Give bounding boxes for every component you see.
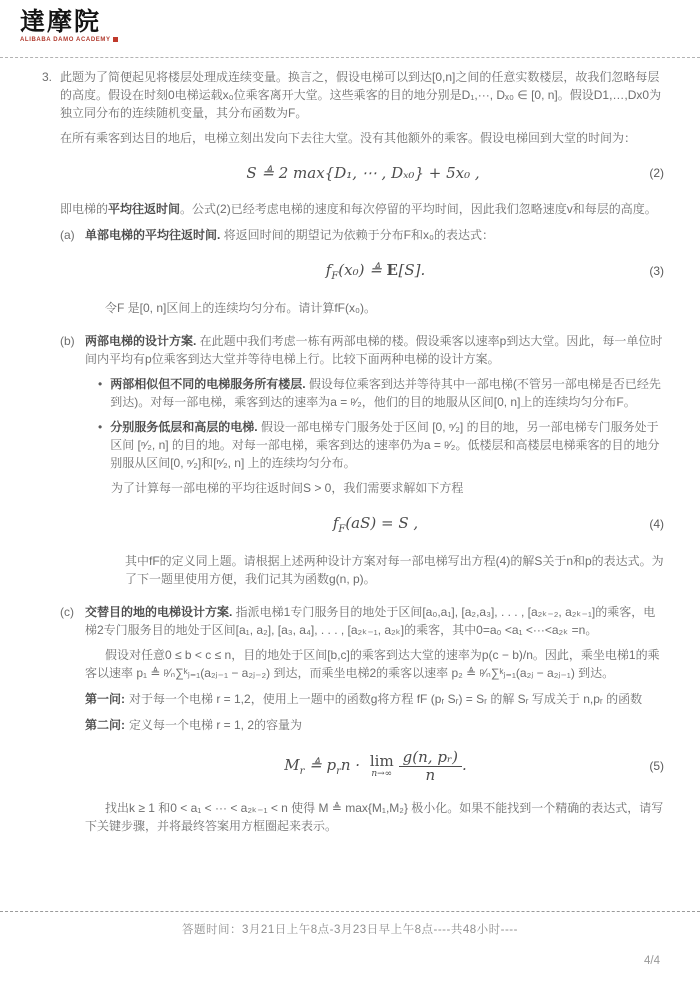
equation-2 xyxy=(60,162,666,185)
part-a-text: 将返回时间的期望记为依赖于分布F和x₀的表达式： xyxy=(220,227,494,242)
part-b-followup: 其中fF的定义同上题。请根据上述两种设计方案对每一部电梯写出方程(4)的解S关于n和p的表达式。为了下一题里使用方便，我们记其为函数g(n, p)。 xyxy=(125,553,664,586)
damo-academy-logo xyxy=(20,8,118,43)
equation-2-body: S ≜ 2 max{D₁, ⋯ , Dₓ₀} + 5x₀ , xyxy=(246,164,480,182)
equation-3 xyxy=(85,259,666,284)
bottom-dashed-divider xyxy=(0,911,700,912)
equation-2-number: (2) xyxy=(649,166,664,181)
equation-5-number: (5) xyxy=(649,759,664,774)
eq5-fraction xyxy=(399,749,462,785)
problem-number: 3. xyxy=(42,70,53,84)
eq3-tail: [S]. xyxy=(398,260,426,279)
eq4-f-sub: F xyxy=(338,523,346,535)
bullet-icon: • xyxy=(98,376,103,391)
eq5-M-sub: r xyxy=(299,766,305,778)
eq3-f-sub: F xyxy=(331,270,339,282)
roundtrip-bold: 平均往返时间 xyxy=(108,201,181,216)
part-c xyxy=(60,603,666,843)
bullet-icon: • xyxy=(98,419,103,434)
part-b-label: (b) xyxy=(60,333,75,348)
equation-5 xyxy=(85,749,666,785)
page-number: 4/4 xyxy=(644,955,660,967)
eq3-f: f xyxy=(325,260,332,279)
roundtrip-post: 。公式(2)已经考虑电梯的速度和每次停留的平均时间，因此我们忽略速度v和每层的高度。 xyxy=(180,201,657,216)
top-dashed-divider xyxy=(0,57,700,58)
part-a-intro xyxy=(85,226,666,244)
eq4-tail: (aS) = S , xyxy=(345,513,419,532)
eq5-fraction-numerator: g(n, pᵣ) xyxy=(399,749,462,767)
part-a-body xyxy=(85,226,666,324)
equation-3-number: (3) xyxy=(649,264,664,278)
part-a-label: (a) xyxy=(60,227,75,242)
eq5-M: M xyxy=(284,756,300,775)
question-2-text: 定义每一个电梯 r = 1, 2的容量为 xyxy=(129,717,303,732)
part-c-text: 指派电梯1专门服务目的地处于区间[a₀,a₁], [a₂,a₃], . . . , [a₂ₖ₋₂, a₂ₖ₋₁]的乘客，电梯2专门服务目的地处于区间[a₁, a₂], [a₃, a₄], . . . , [a₂ₖ₋₁, a₂ₖ]的乘客，其中0=a₀ <a₁ <···<a₂ₖ =n。 xyxy=(85,604,656,637)
eq3-expectation: E xyxy=(386,260,399,279)
equation-4-body xyxy=(332,513,419,535)
question-1 xyxy=(85,690,666,708)
equation-5-body xyxy=(284,747,467,784)
part-b-body xyxy=(85,332,666,595)
part-c-rates-paragraph: 假设对任意0 ≤ b < c ≤ n，目的地处于区间[b,c]的乘客到达大堂的速率为p(c − b)/n。因此，乘坐电梯1的乘客以速率 p₁ ≜ ᵖ⁄ₙ∑ᵏⱼ₌₁(a₂ⱼ₋₁ − a₂ⱼ₋₂) 到达，而乘坐电梯2的乘客以速率 p₂ ≜ ᵖ⁄ₙ∑ᵏⱼ₌₁(a₂ⱼ − a₂ⱼ₋₁) 到达。 xyxy=(85,647,660,680)
eq5-period: . xyxy=(461,756,467,775)
part-b-text: 在此题中我们考虑一栋有两部电梯的楼。假设乘客以速率p到达大堂。因此，每一单位时间内平均有p位乘客到达大堂并等待电梯上行。比较下面两种电梯的设计方案。 xyxy=(85,333,663,366)
intro-paragraph-1: 此题为了简便起见将楼层处理成连续变量。换言之，假设电梯可以到达[0,n]之间的任意实数楼层，故我们忽略每层的高度。假设在时刻0电梯运载x₀位乘客离开大堂。这些乘客的目的地分别是D₁,···, Dₓ₀ ∈ [0, n]。假设D1,…,Dx0为独立同分布的连续随机变量，其分布函数为F。 xyxy=(60,70,662,120)
answer-time-note: 答题时间：3月21日上午8点-3月23日早上午8点----共48小时---- xyxy=(182,924,518,936)
bullet-2-title: 分别服务低层和高层的电梯. xyxy=(110,419,258,434)
intro-paragraph-2: 在所有乘客到达目的地后，电梯立刻出发向下去往大堂。没有其他额外的乘客。假设电梯回到大堂的时间为： xyxy=(60,131,637,145)
eq5-lim-word: lim xyxy=(369,751,394,770)
bullet-1-title: 两部相似但不同的电梯服务所有楼层. xyxy=(110,376,306,391)
eq4-f: f xyxy=(332,513,339,532)
eq5-limit xyxy=(369,751,394,779)
part-c-label: (c) xyxy=(60,604,74,619)
part-c-body xyxy=(85,603,666,843)
eq5-mid: ≜ p xyxy=(304,756,337,775)
bullet-2-text: 假设一部电梯专门服务处于区间 [0, ⁿ⁄₂] 的目的地，另一部电梯专门服务处于区间 [ⁿ⁄₂, n] 的目的地。对每一部电梯，乘客到达的速率仍为a = ᵖ⁄₂。低楼层和高楼层电梯乘客的目的地分别服从区间[0, ⁿ⁄₂]和[ⁿ⁄₂, n] 上的连续均匀分布。 xyxy=(110,419,660,470)
eq5-mid2: n · xyxy=(340,756,365,775)
bullet-1-text: 假设每位乘客到达并等待其中一部电梯(不管另一部电梯是否已经先到达)。对每一部电梯，乘客到达的速率为a = ᵖ⁄₂，他们的目的地服从区间[0, n]上的连续均匀分布F。 xyxy=(110,376,661,409)
part-b xyxy=(60,332,666,595)
equation-4-number: (4) xyxy=(649,517,664,531)
part-a-title: 单部电梯的平均往返时间. xyxy=(85,227,221,242)
equation-4 xyxy=(85,512,666,537)
problem-body xyxy=(60,68,666,848)
part-a xyxy=(60,226,666,324)
eq5-fraction-denominator: n xyxy=(425,765,436,784)
part-b-intro xyxy=(85,332,666,368)
part-c-final-task: 找出k ≥ 1 和0 < a₁ < ··· < a₂ₖ₋₁ < n 使得 M ≜ max{M₁,M₂} 极小化。如果不能找到一个精确的表达式，请写下关键步骤，并将最终答案用方框圈起来表示。 xyxy=(85,801,664,833)
question-1-label: 第一问: xyxy=(85,691,125,706)
question-1-text: 对于每一个电梯 r = 1,2，使用上一题中的函数g将方程 fF (pᵣ Sᵣ) = Sᵣ 的解 Sᵣ 写成关于 n,pᵣ 的函数 xyxy=(129,691,643,706)
part-c-title: 交替目的地的电梯设计方案. xyxy=(85,604,233,619)
logo-tagline-text: ALIBABA DAMO ACADEMY xyxy=(20,36,111,43)
question-2 xyxy=(85,716,666,734)
bullet-low-high-elevators xyxy=(98,418,666,472)
problem-3 xyxy=(42,68,666,848)
logo-tagline xyxy=(20,37,118,43)
part-c-intro xyxy=(85,603,666,639)
problem-content xyxy=(42,68,666,908)
roundtrip-paragraph xyxy=(60,200,666,218)
part-b-title: 两部电梯的设计方案. xyxy=(85,333,197,348)
bullet-low-high-elevators-body xyxy=(110,418,666,472)
question-2-label: 第二问: xyxy=(85,717,125,732)
logo-text: 達摩院 xyxy=(20,7,102,36)
part-b-solve-intro: 为了计算每一部电梯的平均往返时间S > 0，我们需要求解如下方程 xyxy=(111,480,464,495)
eq3-mid: (x₀) ≜ xyxy=(338,260,387,279)
logo-seal-icon xyxy=(113,37,118,42)
eq5-lim-sub: n→∞ xyxy=(371,768,393,779)
eq5-p-sub: r xyxy=(336,766,341,778)
roundtrip-pre: 即电梯的 xyxy=(60,201,109,216)
part-a-question: 令F 是[0, n]区间上的连续均匀分布。请计算fF(x₀)。 xyxy=(105,300,376,315)
bullet-similar-elevators-body xyxy=(110,375,666,411)
bullet-similar-elevators xyxy=(98,375,666,411)
equation-3-body xyxy=(325,260,426,282)
